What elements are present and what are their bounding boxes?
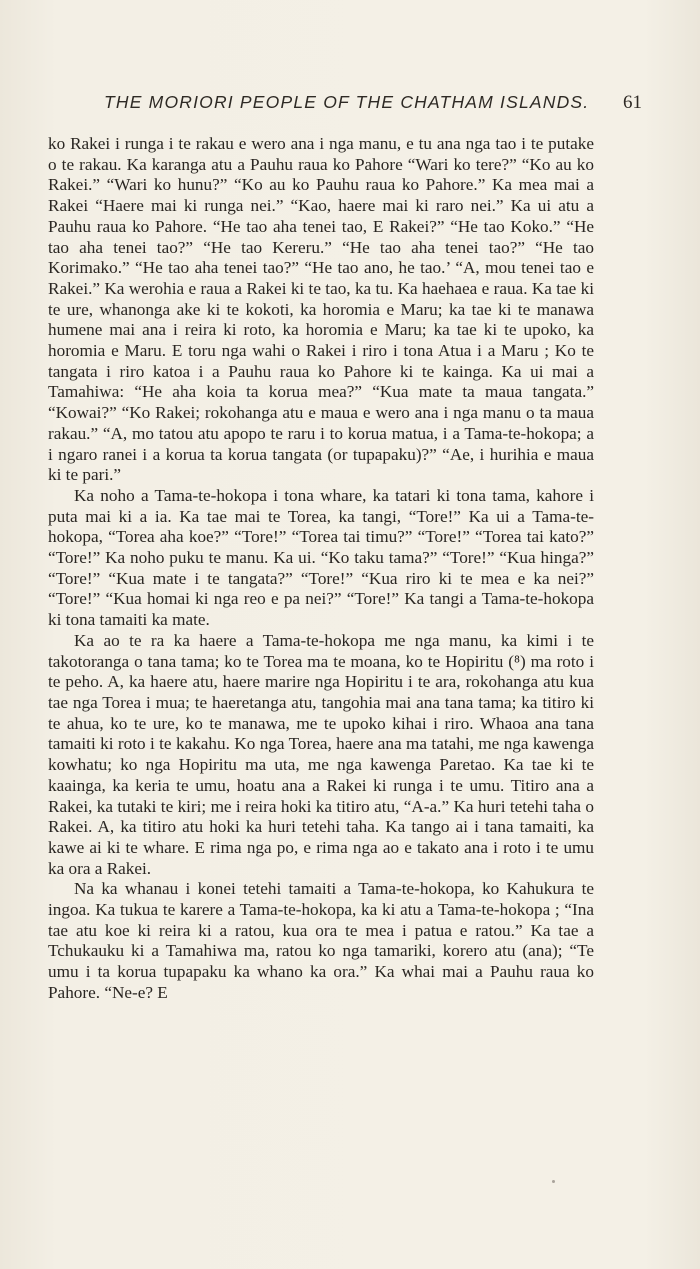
body-text (48, 134, 594, 1004)
running-title: THE MORIORI PEOPLE OF THE CHATHAM ISLANDS. (104, 92, 590, 112)
running-head (48, 92, 648, 122)
page-number: 61 (623, 92, 642, 113)
paper-speck (552, 1180, 555, 1183)
paragraph-3: Ka ao te ra ka haere a Tama-te-hokopa me nga manu, ka kimi i te takotoranga o tana tama; ko te Torea ma te moana, ko te Hopiritu (⁸) ma roto i te peho. A, ka haere atu, haere marire nga Hopiritu i te ara, rokohanga atu kua tae nga Torea i mua; te haeretanga atu, tangohia mai ana tana tama; ka titiro ki te ahua, ko te ure, ko te manawa, me te upoko kihai i riro. Whaoa ana tana tamaiti ki roto i te kakahu. Ko nga Torea, haere ana ma tatahi, me nga kawenga kowhatu; ko nga Hopiritu ma uta, me nga kawenga Paretao. Ka tae ki te kaainga, ka keria te umu, hoatu ana a Rakei ki runga i te umu. Titiro ana a Rakei, ka tutaki te kiri; me i reira hoki ka titiro atu, “A-a.” Ka huri tetehi taha o Rakei. A, ka titiro atu hoki ka huri tetehi taha. Ka tango ai i tana tamaiti, ka kawe ai ki te whare. E rima nga po, e rima nga ao e takato ana i roto i te umu ka ora a Rakei. (48, 630, 594, 878)
paragraph-4: Na ka whanau i konei tetehi tamaiti a Tama-te-hokopa, ko Kahukura te ingoa. Ka tukua te karere a Tama-te-hokopa, ka ki atu a Tama-te-hokopa ; “Ina tae atu koe ki reira ki a ratou, kua ora te mea i patua e ratou.” Ka tae a Tchukauku ki a Tamahiwa ma, ratou ko nga tamariki, korero atu (ana); “Te umu i ta korua tupapaku ka whano ka ora.” Ka whai mai a Pauhu raua ko Pahore. “Ne-e? E (48, 879, 594, 1002)
paragraph-2: Ka noho a Tama-te-hokopa i tona whare, ka tatari ki tona tama, kahore i puta mai ki a ia. Ka tae mai te Torea, ka tangi, “Tore!” Ka ui a Tama-te-hokopa, “Torea aha koe?” “Tore!” “Torea tai timu?” “Tore!” “Torea tai kato?” “Tore!” Ka noho puku te manu. Ka ui. “Ko taku tama?” “Tore!” “Kua hinga?” “Tore!” “Kua mate i te tangata?” “Tore!” “Kua riro ki te mea e ka nei?” “Tore!” “Kua homai ki nga reo e pa nei?” “Tore!” Ka tangi a Tama-te-hokopa ki tona tamaiti ka mate. (48, 485, 594, 630)
paragraph-1: ko Rakei i runga i te rakau e wero ana i nga manu, e tu ana nga tao i te putake o te rakau. Ka karanga atu a Pauhu raua ko Pahore “Wari ko tere?” “Ko au ko Rakei.” “Wari ko hunu?” “Ko au ko Pauhu raua ko Pahore.” Ka mea mai a Rakei “Haere mai ki runga nei.” “Kao, haere mai ki raro nei.” Ka ui atu a Pauhu raua ko Pahore. “He tao aha tenei tao, E Rakei?” “He tao Koko.” “He tao aha tenei tao?” “He tao Kereru.” “He tao aha tenei tao?” “He tao Korimako.” “He tao aha tenei tao?” “He tao ano, he tao.’ “A, mou tenei tao e Rakei.” Ka werohia e raua a Rakei ki te tao, ka tu. Ka haehaea e raua. Ka tae ki te ure, whanonga ake ki te kokoti, ka horomia e Maru; ka tae ki te manawa humene mai ana i reira ki roto, ka horomia e Maru; ka tae ki te upoko, ka horomia e Maru. E toru nga wahi o Rakei i riro i tona Atua i a Maru ; Ko te tangata i riro katoa i a Pauhu raua ko Pahore ki te kainga. Ka ui mai a Tamahiwa: “He aha koia ta korua mea?” “Kua mate ta maua tangata.” “Kowai?” “Ko Rakei; rokohanga atu e maua e wero ana i nga manu o ta maua rakau.” “A, mo tatou atu apopo te raru i to korua matua, i a Tama-te-hokopa; a i ngaro ranei i a korua ta korua tangata (or tupapaku)?” “Ae, i hurihia e maua ki te pari.” (48, 134, 594, 485)
